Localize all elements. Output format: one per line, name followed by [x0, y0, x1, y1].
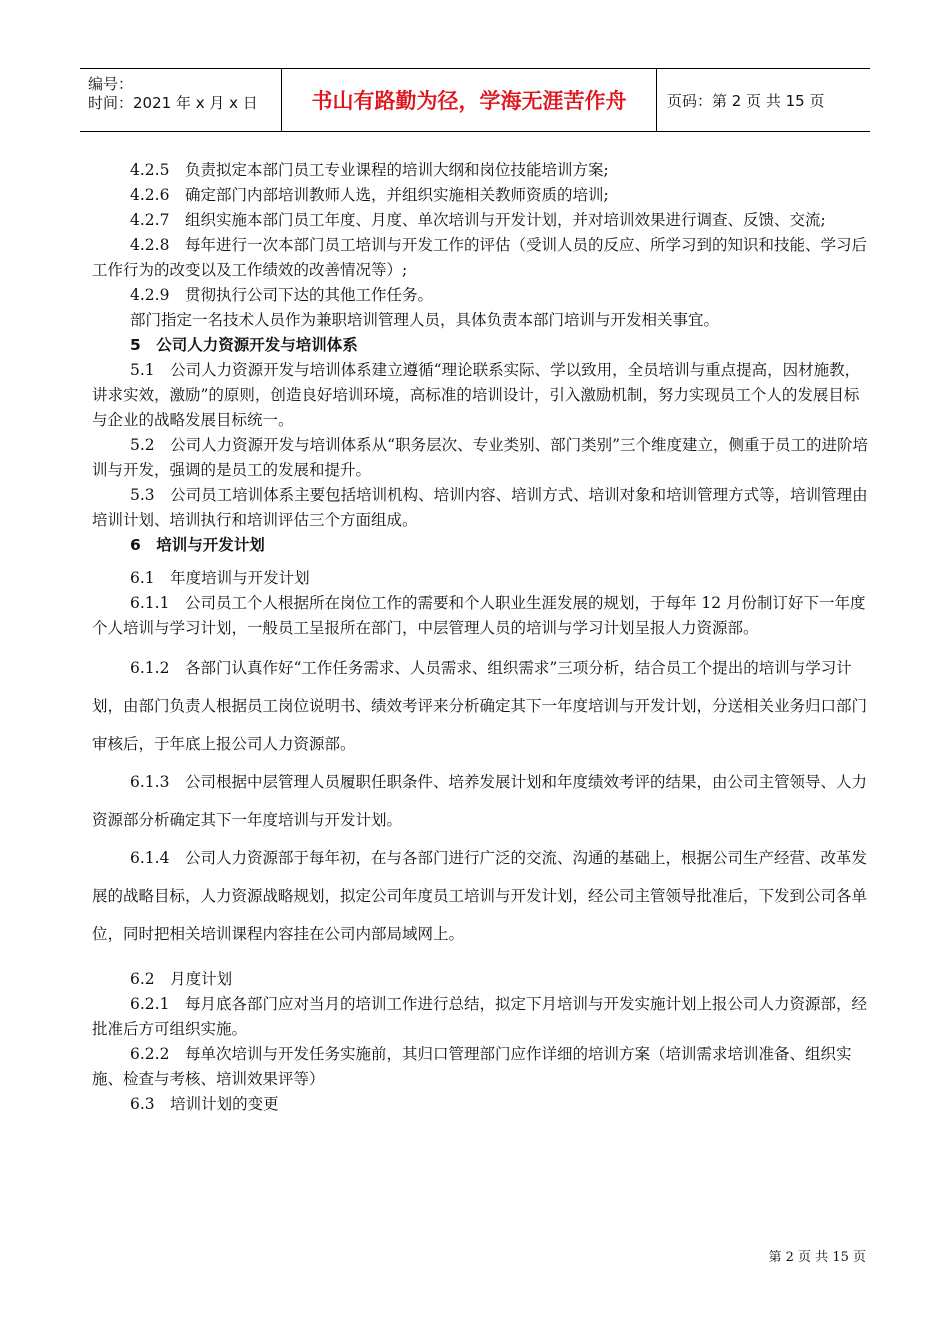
section-heading-6: 6 培训与开发计划	[130, 536, 265, 554]
paragraph-5-1: 5.1 公司人力资源开发与培训体系建立遵循“理论联系实际、学以致用，全员培训与重点提高，因材施教，讲求实效，激励”的原则，创造良好培训环境，高标准的培训设计，引入激励机制，努力实现员工个人的发展目标与企业的战略发展目标统一。	[92, 361, 861, 429]
paragraph-4-2-7: 4.2.7 组织实施本部门员工年度、月度、单次培训与开发计划，并对培训效果进行调查、反馈、交流;	[130, 211, 826, 229]
paragraph-6-1-3: 6.1.3 公司根据中层管理人员履职任职条件、培养发展计划和年度绩效考评的结果，由公司主管领导、人力资源部分析确定其下一年度培训与开发计划。	[92, 773, 867, 829]
section-heading-5: 5 公司人力资源开发与培训体系	[130, 336, 358, 354]
paragraph-6-2-2: 6.2.2 每单次培训与开发任务实施前，其归口管理部门应作详细的培训方案（培训需求培训准备、组织实施、检查与考核、培训效果评等）	[92, 1045, 852, 1088]
paragraph-6-2-1: 6.2.1 每月底各部门应对当月的培训工作进行总结，拟定下月培训与开发实施计划上报公司人力资源部，经批准后方可组织实施。	[92, 995, 867, 1038]
subsection-heading-6-2: 6.2 月度计划	[130, 970, 233, 988]
paragraph-5-3: 5.3 公司员工培训体系主要包括培训机构、培训内容、培训方式、培训对象和培训管理方式等，培训管理由培训计划、培训执行和培训评估三个方面组成。	[92, 486, 868, 529]
paragraph-4-2-8: 4.2.8 每年进行一次本部门员工培训与开发工作的评估（受训人员的反应、所学习到的知识和技能、学习后工作行为的改变以及工作绩效的改善情况等）;	[92, 236, 867, 279]
paragraph-4-2-6: 4.2.6 确定部门内部培训教师人选，并组织实施相关教师资质的培训;	[130, 186, 609, 204]
paragraph-5-2: 5.2 公司人力资源开发与培训体系从“职务层次、专业类别、部门类别”三个维度建立，侧重于员工的进阶培训与开发，强调的是员工的发展和提升。	[92, 436, 869, 479]
document-date: 时间：2021 年 x 月 x 日	[88, 94, 258, 112]
paragraph-part-time-manager: 部门指定一名技术人员作为兼职培训管理人员，具体负责本部门培训与开发相关事宜。	[130, 311, 720, 329]
subsection-heading-6-1: 6.1 年度培训与开发计划	[130, 569, 310, 587]
paragraph-4-2-9: 4.2.9 贯彻执行公司下达的其他工作任务。	[130, 286, 433, 304]
paragraph-4-2-5: 4.2.5 负责拟定本部门员工专业课程的培训大纲和岗位技能培训方案;	[130, 161, 609, 179]
subsection-heading-6-3: 6.3 培训计划的变更	[130, 1095, 279, 1113]
header-meta	[80, 69, 282, 131]
document-number-label: 编号：	[88, 75, 134, 93]
page-footer: 第 2 页 共 15 页	[768, 1250, 866, 1265]
document-body	[92, 158, 868, 1117]
header-page-info: 页码：第 2 页 共 15 页	[667, 91, 825, 110]
page-header	[80, 68, 870, 132]
header-motto: 书山有路勤为径，学海无涯苦作舟	[282, 69, 657, 131]
paragraph-6-1-4: 6.1.4 公司人力资源部于每年初，在与各部门进行广泛的交流、沟通的基础上，根据公司生产经营、改革发展的战略目标，人力资源战略规划，拟定公司年度员工培训与开发计划，经公司主管领导批准后，下发到公司各单位，同时把相关培训课程内容挂在公司内部局域网上。	[92, 849, 868, 943]
paragraph-6-1-2: 6.1.2 各部门认真作好“工作任务需求、人员需求、组织需求”三项分析，结合员工个提出的培训与学习计划，由部门负责人根据员工岗位说明书、绩效考评来分析确定其下一年度培训与开发计划，分送相关业务归口部门审核后，于年底上报公司人力资源部。	[92, 659, 868, 753]
paragraph-6-1-1: 6.1.1 公司员工个人根据所在岗位工作的需要和个人职业生涯发展的规划，于每年 12 月份制订好下一年度个人培训与学习计划，一般员工呈报所在部门，中层管理人员的培训与学习计划呈报人力资源部。	[92, 594, 866, 637]
